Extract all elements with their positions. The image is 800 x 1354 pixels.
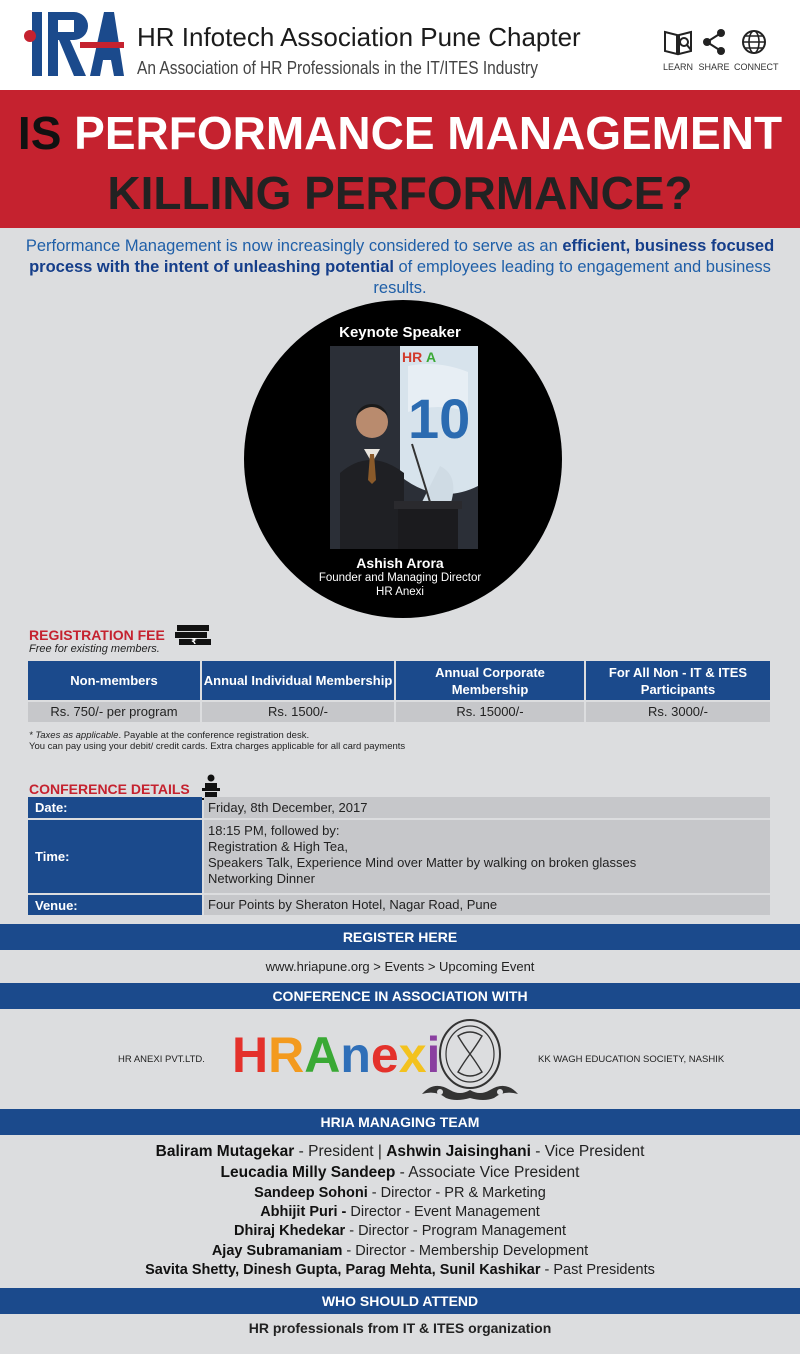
payment-note: You can pay using your debit/ credit cards. Extra charges applicable for all card payments xyxy=(29,741,406,752)
team-member-name: Savita Shetty, Dinesh Gupta, Parag Mehta, Sunil Kashikar xyxy=(145,1262,541,1278)
time-label: Time: xyxy=(28,820,202,893)
team-line xyxy=(0,1204,800,1220)
fee-note: Free for existing members. xyxy=(29,643,160,655)
tax-note-italic: * Taxes as applicable xyxy=(29,730,119,741)
intro-text xyxy=(20,236,780,299)
nav-connect[interactable] xyxy=(734,28,779,72)
hranexi-logo-letter: i xyxy=(426,1027,441,1083)
team-member-role: Director - Event Management xyxy=(346,1204,540,1220)
registration-heading-text: REGISTRATION FEE xyxy=(29,627,165,643)
fee-col-header: Annual Corporate Membership xyxy=(396,661,584,700)
partner-kkwagh-name: KK WAGH EDUCATION SOCIETY, NASHIK xyxy=(538,1054,725,1065)
team-member-name: Dhiraj Khedekar xyxy=(233,1223,346,1239)
team-member-name: Ashwin Jaisinghani xyxy=(386,1143,531,1160)
registration-heading xyxy=(29,623,213,645)
fee-col-header: Non-members xyxy=(28,661,200,700)
keynote-heading: Keynote Speaker xyxy=(339,324,461,341)
hranexi-logo-letter: e xyxy=(370,1027,399,1083)
team-member-role: - President | xyxy=(294,1143,387,1160)
time-line: Registration & High Tea, xyxy=(208,839,348,854)
attend-bar: WHO SHOULD ATTEND xyxy=(0,1288,800,1314)
team-line xyxy=(0,1262,800,1278)
svg-text:HR: HR xyxy=(402,349,423,365)
speaker-photo xyxy=(330,346,478,549)
hria-logo xyxy=(24,8,124,80)
nav-learn[interactable] xyxy=(658,28,698,72)
time-value xyxy=(204,820,770,893)
time-line: Networking Dinner xyxy=(208,871,315,886)
date-value: Friday, 8th December, 2017 xyxy=(204,797,770,818)
nav-connect-label: CONNECT xyxy=(734,62,779,72)
team-member-name: Leucadia Milly Sandeep xyxy=(220,1164,396,1181)
fee-col-header: Annual Individual Membership xyxy=(202,661,394,700)
globe-icon xyxy=(739,28,769,56)
team-line xyxy=(0,1164,800,1182)
fee-col-header: For All Non - IT & ITES Participants xyxy=(586,661,770,700)
intro-part-1: Performance Management is now increasingly considered to serve as an xyxy=(25,237,563,255)
team-member-name: Baliram Mutagekar xyxy=(155,1143,295,1160)
hranexi-logo-letter: x xyxy=(398,1027,427,1083)
svg-text:10: 10 xyxy=(408,387,471,450)
team-member-name: Sandeep Sohoni xyxy=(254,1185,368,1201)
tax-note-rest: . Payable at the conference registration desk. xyxy=(118,730,310,741)
time-line: 18:15 PM, followed by: xyxy=(208,823,340,838)
venue-value: Four Points by Sheraton Hotel, Nagar Road, Pune xyxy=(204,895,770,915)
time-line: Speakers Talk, Experience Mind over Matter by walking on broken glasses xyxy=(208,855,637,870)
nav-share-label: SHARE xyxy=(698,62,730,72)
partner-hranexi-name: HR ANEXI PVT.LTD. xyxy=(118,1054,205,1065)
team-line xyxy=(0,1243,800,1259)
team-member-role: - Director - Program Management xyxy=(345,1223,566,1239)
register-link[interactable]: www.hriapune.org > Events > Upcoming Event xyxy=(265,959,535,974)
fee-cell: Rs. 750/- per program xyxy=(28,702,200,722)
org-subtitle: An Association of HR Professionals in the IT/ITES Industry xyxy=(137,58,538,78)
team-member-role: - Vice President xyxy=(530,1143,645,1160)
intro-part-2: of employees leading to engagement and business results. xyxy=(373,258,771,297)
attend-text: HR professionals from IT & ITES organization xyxy=(248,1320,552,1336)
fee-cell: Rs. 15000/- xyxy=(396,702,584,722)
header-nav xyxy=(658,28,779,82)
title-band xyxy=(0,90,800,228)
fee-cell: Rs. 3000/- xyxy=(586,702,770,722)
tax-note xyxy=(29,730,405,752)
team-member-role: - Director - Membership Development xyxy=(342,1243,589,1259)
org-name: HR Infotech Association Pune Chapter xyxy=(137,22,581,52)
team-member-name: Abhijit Puri - xyxy=(260,1204,347,1220)
svg-text:A: A xyxy=(426,349,437,365)
svg-text:₹: ₹ xyxy=(190,637,197,645)
hranexi-logo-letter: A xyxy=(304,1027,341,1083)
hranexi-logo xyxy=(232,1027,441,1083)
title-line-2: KILLING PERFORMANCE? xyxy=(107,167,693,219)
hranexi-logo-letter: n xyxy=(340,1027,371,1083)
team-line xyxy=(0,1185,800,1201)
date-label: Date: xyxy=(28,797,202,818)
conference-heading-text: CONFERENCE DETAILS xyxy=(29,781,190,797)
team-member-name: Ajay Subramaniam xyxy=(211,1243,343,1259)
venue-label: Venue: xyxy=(28,895,202,915)
nav-learn-label: LEARN xyxy=(662,62,693,72)
team-bar: HRIA MANAGING TEAM xyxy=(0,1109,800,1135)
fee-cell: Rs. 1500/- xyxy=(202,702,394,722)
team-member-role: - Past Presidents xyxy=(540,1262,655,1278)
intro-bold: efficient, business focused process with the intent of unleashing potential xyxy=(29,237,775,276)
team-member-role: - Director - PR & Marketing xyxy=(367,1185,546,1201)
share-icon xyxy=(701,28,727,56)
title-word-is: IS xyxy=(17,107,62,159)
nav-share[interactable] xyxy=(694,28,734,72)
kk-wagh-logo xyxy=(418,1018,522,1102)
hranexi-logo-letter: R xyxy=(268,1027,305,1083)
register-bar[interactable]: REGISTER HERE xyxy=(0,924,800,950)
hranexi-logo-letter: H xyxy=(232,1027,269,1083)
team-line xyxy=(0,1143,800,1161)
speaker-org: HR Anexi xyxy=(376,586,424,598)
team-line xyxy=(0,1223,800,1239)
team-member-role: - Associate Vice President xyxy=(395,1164,580,1181)
speaker-photo-illustration xyxy=(330,346,478,549)
title-line-1-rest: PERFORMANCE MANAGEMENT xyxy=(74,107,783,159)
title-line-1 xyxy=(0,107,800,159)
money-icon xyxy=(173,623,213,645)
speaker-role: Founder and Managing Director xyxy=(318,572,482,584)
speaker-name: Ashish Arora xyxy=(356,555,444,571)
association-bar: CONFERENCE IN ASSOCIATION WITH xyxy=(0,983,800,1009)
header xyxy=(0,0,800,90)
book-search-icon xyxy=(663,28,693,56)
